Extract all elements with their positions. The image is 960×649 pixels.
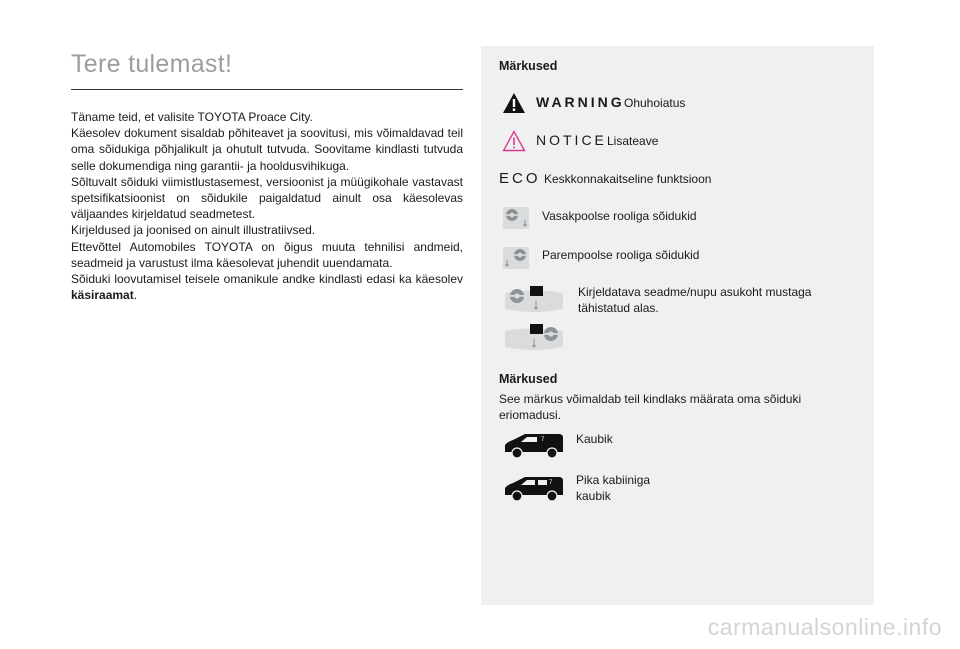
section2-desc-line: eriomadusi. [499, 408, 562, 422]
lhd-label: Vasakpoolse rooliga sõidukid [542, 209, 697, 223]
intro-paragraph: Ettevõttel Automobiles TOYOTA on õigus muuta tehnilisi andmeid, seadmeid ja varustust ilma käesolevat juhendit uuendamata. [71, 239, 463, 270]
svg-text:7: 7 [541, 437, 545, 443]
crew-van-label-line: kaubik [576, 489, 611, 503]
intro-paragraph: Täname teid, et valisite TOYOTA Proace City. [71, 110, 313, 124]
crew-van-label [576, 472, 650, 504]
notice-label: Lisateave [607, 134, 659, 148]
intro-paragraph: Sõltuvalt sõiduki viimistlustasemest, versioonist ja müügikohale vastavast spetsifikatsioonist on sõidukile paigaldatud ainult osa käesolevas väljaandes kirjeldatud seadmetest. [71, 174, 463, 222]
intro-last-line: Sõiduki loovutamisel teisele omanikule andke kindlasti edasi ka käesolev [71, 272, 463, 287]
warning-triangle-icon [502, 92, 526, 114]
notice-word: NOTICE [536, 132, 607, 148]
intro-paragraph-last [71, 271, 463, 303]
intro-paragraph: Kirjeldused ja joonised on ainult illustratiivsed. [71, 223, 316, 238]
title-divider [71, 89, 463, 90]
period: . [133, 288, 138, 303]
intro-paragraph: Käesolev dokument sisaldab põhiteavet ja soovitusi, mis võimaldavad teil oma sõidukiga põhjalikult ja ohutult tutvuda. Soovitame kindlasti tutvuda selle dokumendiga ning garantii- ja hooldusvihikuga. [71, 126, 463, 173]
location-label-line: Kirjeldatava seadme/nupu asukoht mustaga [578, 285, 812, 299]
location-label [578, 284, 811, 316]
warning-label: Ohuhoiatus [624, 96, 686, 110]
page-title: Tere tulemast! [71, 50, 233, 78]
watermark: carmanualsonline.info [707, 614, 942, 640]
crew-van-icon [501, 473, 567, 503]
left-hand-drive-icon [501, 205, 531, 231]
warning-word: WARNING [536, 94, 625, 110]
eco-label: Keskkonnakaitseline funktsioon [544, 172, 712, 186]
legend-panel [481, 46, 874, 605]
rhd-label: Parempoolse rooliga sõidukid [542, 248, 700, 262]
manual-word: käsiraamat [71, 288, 134, 303]
crew-van-label-line: Pika kabiiniga [576, 473, 651, 487]
right-hand-drive-icon [501, 245, 531, 271]
dashboard-location-rhd-icon [501, 321, 567, 355]
dashboard-location-lhd-icon [501, 283, 567, 317]
intro-text [71, 109, 463, 303]
section-title-markings-2: Märkused [499, 372, 558, 386]
notice-triangle-icon [502, 130, 526, 152]
van-icon [501, 430, 567, 460]
van-label: Kaubik [576, 432, 613, 446]
section2-description [499, 391, 801, 423]
svg-text:7: 7 [549, 480, 553, 486]
intro-column [71, 50, 463, 303]
section-title-markings: Märkused [499, 59, 558, 73]
section2-desc-line: See märkus võimaldab teil kindlaks määrata oma sõiduki [499, 392, 802, 406]
location-label-line: tähistatud alas. [578, 301, 659, 315]
eco-word: ECO [499, 170, 541, 187]
